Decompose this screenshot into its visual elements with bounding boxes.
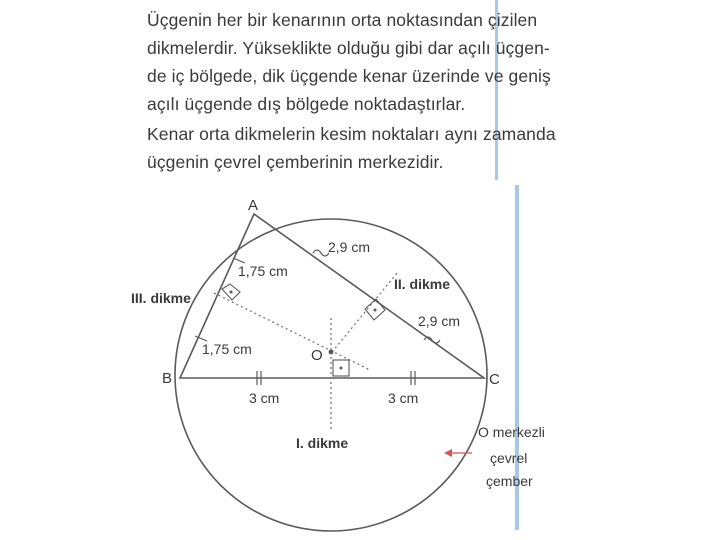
- vertex-label-a: A: [248, 197, 259, 214]
- measure-ab-lower: 1,75 cm: [202, 341, 252, 357]
- measure-ab-upper: 1,75 cm: [238, 263, 288, 279]
- text-line: dikmelerdir. Yükseklikte olduğu gibi dar açılı üçgen-: [147, 38, 550, 58]
- measure-bc-right: 3 cm: [388, 390, 419, 406]
- measure-bc-left: 3 cm: [249, 390, 280, 406]
- label-dikme-2: II. dikme: [394, 276, 451, 292]
- arrow-head-icon: [444, 449, 452, 457]
- label-dikme-3: III. dikme: [131, 290, 191, 306]
- right-angle-dot: [374, 309, 377, 312]
- perpendicular-bisector-3: [214, 293, 370, 370]
- right-angle-dot: [340, 367, 343, 370]
- tick-mark: [424, 337, 440, 343]
- text-line: Üçgenin her bir kenarının orta noktasından çizilen: [147, 10, 538, 30]
- circle-note-line3: çember: [486, 473, 533, 489]
- text-line: Kenar orta dikmelerin kesim noktaları aynı zamanda: [147, 124, 556, 144]
- text-line: üçgenin çevrel çemberinin merkezidir.: [147, 152, 444, 172]
- measure-ac-upper: 2,9 cm: [328, 239, 371, 255]
- circle-note-line1: O merkezli: [478, 424, 545, 440]
- center-point-o: [329, 350, 334, 355]
- label-dikme-1: I. dikme: [296, 435, 349, 451]
- right-angle-dot: [230, 291, 233, 294]
- measure-ac-lower: 2,9 cm: [418, 313, 461, 329]
- perpendicular-bisector-2: [332, 272, 398, 352]
- vertex-label-b: B: [162, 370, 173, 387]
- circumcircle: [175, 219, 487, 531]
- vertex-label-c: C: [489, 371, 500, 388]
- vertex-label-o: O: [311, 347, 323, 364]
- text-line: de iç bölgede, dik üçgende kenar üzerinde ve geniş: [147, 66, 551, 86]
- text-line: açılı üçgende dış bölgede noktadaştırlar.: [147, 94, 466, 114]
- circle-note-line2: çevrel: [490, 450, 528, 466]
- tick-mark: [313, 250, 329, 256]
